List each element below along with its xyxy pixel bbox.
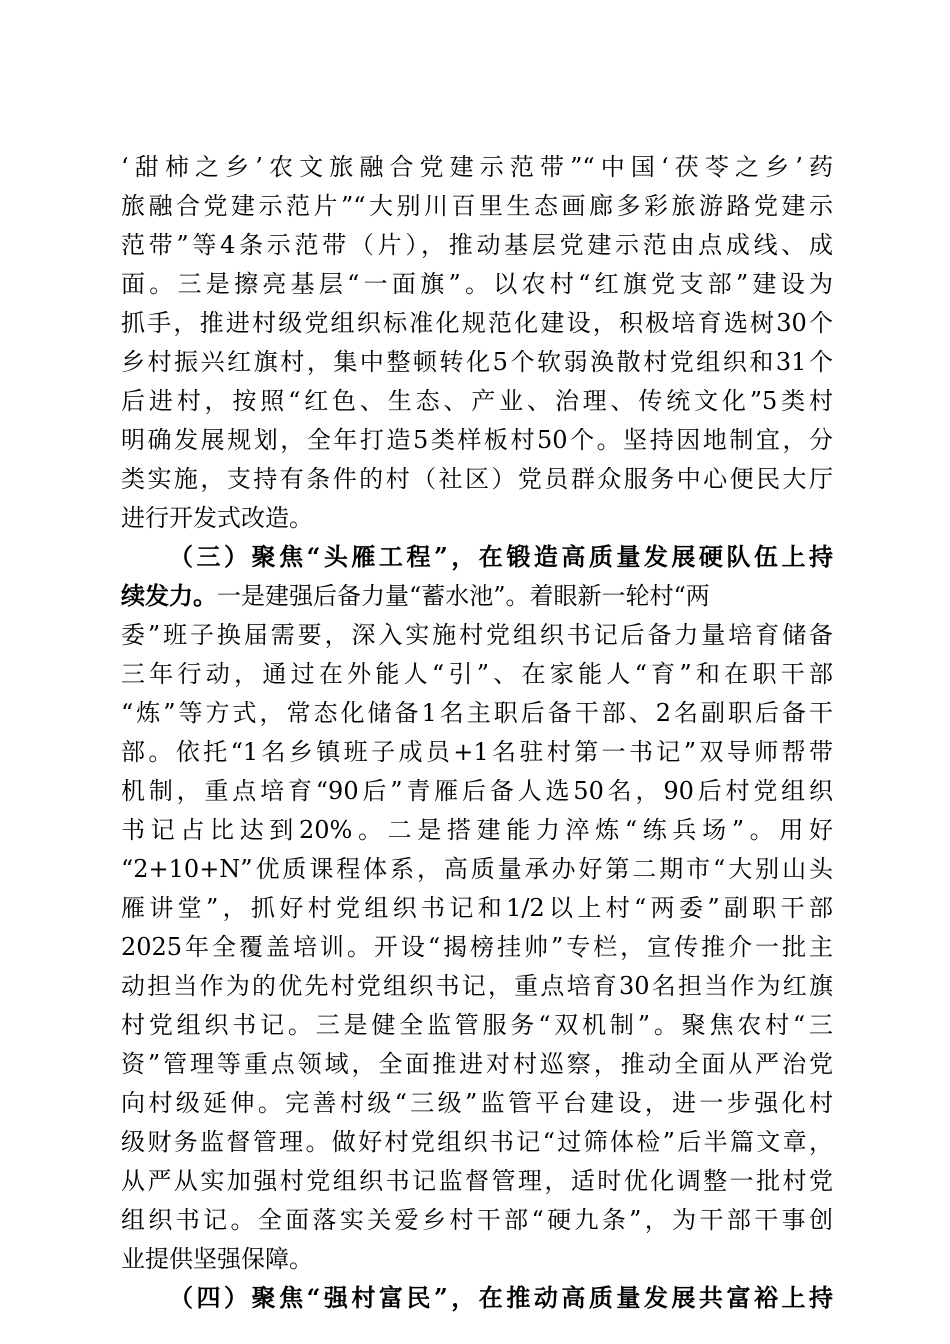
text-line: 明确发展规划，全年打造5类样板村50个。坚持因地制宜，分: [121, 426, 833, 454]
text-line: 向村级延伸。完善村级“三级”监管平台建设，进一步强化村: [121, 1089, 833, 1117]
text-line: 级财务监督管理。做好村党组织书记“过筛体检”后半篇文章，: [121, 1128, 833, 1156]
text-line-rest: 一是建强后备力量“蓄水池”。着眼新一轮村“两: [217, 582, 710, 610]
text-line: 机制，重点培育“90后”青雁后备人选50名，90后村党组织: [121, 777, 833, 805]
text-line: [121, 579, 833, 613]
text-line: 委”班子换届需要，深入实施村党组织书记后备力量培育储备: [121, 621, 833, 649]
text-line: 动担当作为的优先村党组织书记，重点培育30名担当作为红旗: [121, 972, 833, 1000]
section-heading-4: （四）聚焦“强村富民”，在推动高质量发展共富裕上持: [169, 1283, 833, 1312]
text-line: “2+10+N”优质课程体系，高质量承办好第二期市“大别山头: [121, 855, 833, 883]
text-line: 范带”等4条示范带（片），推动基层党建示范由点成线、成: [121, 231, 833, 259]
text-line: 抓手，推进村级党组织标准化规范化建设，积极培育选树30个: [121, 309, 833, 337]
text-line: 雁讲堂”，抓好村党组织书记和1/2以上村“两委”副职干部: [121, 894, 833, 922]
section-heading-3-continued: 续发力。: [121, 581, 217, 610]
text-line: 资”管理等重点领域，全面推进对村巡察，推动全面从严治党: [121, 1050, 833, 1078]
text-line: 组织书记。全面落实关爱乡村干部“硬九条”，为干部干事创: [121, 1206, 833, 1234]
text-line: 村党组织书记。三是健全监管服务“双机制”。聚焦农村“三: [121, 1011, 833, 1039]
text-line: 2025年全覆盖培训。开设“揭榜挂帅”专栏，宣传推介一批主: [121, 933, 833, 961]
text-line: “炼”等方式，常态化储备1名主职后备干部、2名副职后备干: [121, 699, 833, 727]
text-line: 业提供坚强保障。: [121, 1245, 313, 1273]
text-line: 书记占比达到20%。二是搭建能力淬炼“练兵场”。用好: [121, 816, 833, 844]
section-heading-3: （三）聚焦“头雁工程”，在锻造高质量发展硬队伍上持: [169, 542, 833, 571]
text-line: 部。依托“1名乡镇班子成员+1名驻村第一书记”双导师帮带: [121, 738, 833, 766]
text-line: 后进村，按照“红色、生态、产业、治理、传统文化”5类村: [121, 387, 833, 415]
text-line: 类实施，支持有条件的村（社区）党员群众服务中心便民大厅: [121, 465, 833, 493]
text-line: 从严从实加强村党组织书记监督管理，适时优化调整一批村党: [121, 1167, 833, 1195]
text-line: ‘甜柿之乡’农文旅融合党建示范带”“中国‘茯苓之乡’药: [121, 153, 833, 181]
text-line: 乡村振兴红旗村，集中整顿转化5个软弱涣散村党组织和31个: [121, 348, 833, 376]
text-line: 旅融合党建示范片”“大别川百里生态画廊多彩旅游路党建示: [121, 192, 833, 220]
text-line: 三年行动，通过在外能人“引”、在家能人“育”和在职干部: [121, 660, 833, 688]
text-line: 进行开发式改造。: [121, 504, 313, 532]
text-line: 面。三是擦亮基层“一面旗”。以农村“红旗党支部”建设为: [121, 270, 833, 298]
